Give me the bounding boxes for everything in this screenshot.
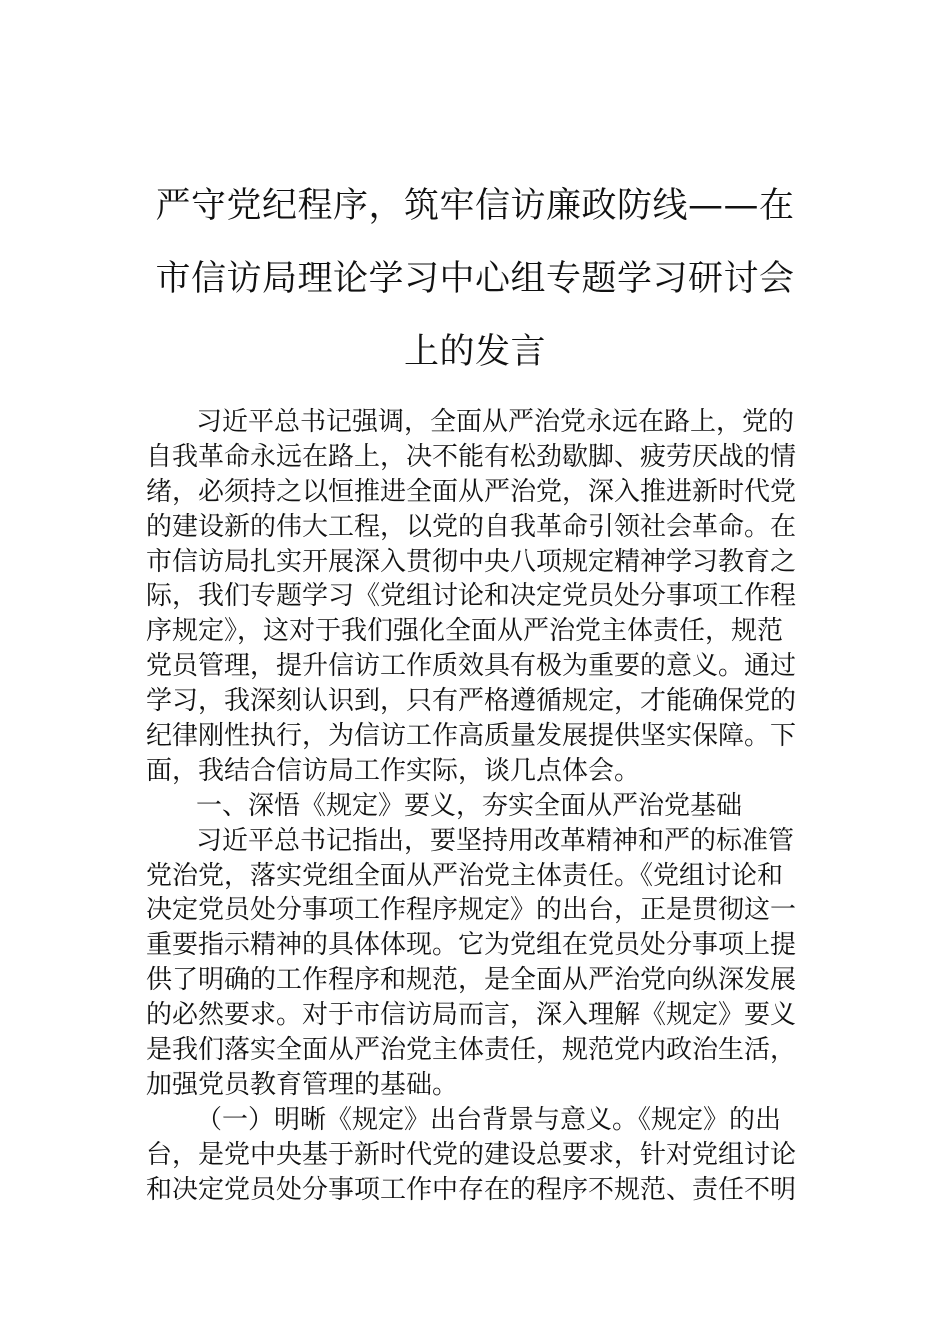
subsection-line: （一）明晰《规定》出台背景与意义。《规定》的出 bbox=[196, 1104, 782, 1135]
paragraph-line: 际，我们专题学习《党组讨论和决定党员处分事项工作程 bbox=[146, 581, 797, 612]
paragraph-line: 纪律刚性执行，为信访工作高质量发展提供坚实保障。下 bbox=[146, 721, 797, 752]
paragraph-line: 序规定》，这对于我们强化全面从严治党主体责任，规范 bbox=[146, 616, 784, 647]
paragraph-line: 习近平总书记指出，要坚持用改革精神和严的标准管 bbox=[196, 825, 795, 856]
paragraph-line: 和决定党员处分事项工作中存在的程序不规范、责任不明 bbox=[146, 1174, 797, 1205]
paragraph-line: 的必然要求。对于市信访局而言，深入理解《规定》要义 bbox=[146, 1000, 797, 1031]
paragraph-line: 党员管理，提升信访工作质效具有极为重要的意义。通过 bbox=[146, 651, 797, 682]
paragraph-line: 供了明确的工作程序和规范，是全面从严治党向纵深发展 bbox=[146, 965, 797, 996]
paragraph-line: 台，是党中央基于新时代党的建设总要求，针对党组讨论 bbox=[146, 1139, 797, 1170]
paragraph-line: 学习，我深刻认识到，只有严格遵循规定，才能确保党的 bbox=[146, 686, 797, 717]
paragraph-line: 绪，必须持之以恒推进全面从严治党，深入推进新时代党 bbox=[146, 476, 797, 507]
paragraph-line: 党治党，落实党组全面从严治党主体责任。《党组讨论和 bbox=[146, 860, 784, 891]
section-heading: 一、深悟《规定》要义，夯实全面从严治党基础 bbox=[196, 790, 743, 821]
paragraph-line: 习近平总书记强调，全面从严治党永远在路上，党的 bbox=[196, 407, 795, 437]
title-line: 上的发言 bbox=[403, 332, 546, 372]
paragraph-line: 决定党员处分事项工作程序规定》的出台，正是贯彻这一 bbox=[146, 895, 797, 926]
paragraph-line: 自我革命永远在路上，决不能有松劲歇脚、疲劳厌战的情 bbox=[146, 441, 797, 472]
paragraph-line: 重要指示精神的具体体现。它为党组在党员处分事项上提 bbox=[146, 930, 797, 961]
document-body bbox=[146, 405, 814, 1207]
paragraph-line: 面，我结合信访局工作实际，谈几点体会。 bbox=[146, 755, 641, 786]
title-line: 市信访局理论学习中心组专题学习研讨会 bbox=[155, 259, 795, 299]
paragraph-line: 市信访局扎实开展深入贯彻中央八项规定精神学习教育之 bbox=[146, 546, 797, 577]
paragraph-line: 的建设新的伟大工程，以党的自我革命引领社会革命。在 bbox=[146, 511, 797, 542]
title-line: 严守党纪程序，筑牢信访廉政防线——在 bbox=[155, 186, 795, 226]
paragraph-line: 加强党员教育管理的基础。 bbox=[146, 1069, 459, 1100]
paragraph-line: 是我们落实全面从严治党主体责任，规范党内政治生活， bbox=[146, 1035, 797, 1066]
document-title bbox=[120, 170, 830, 389]
